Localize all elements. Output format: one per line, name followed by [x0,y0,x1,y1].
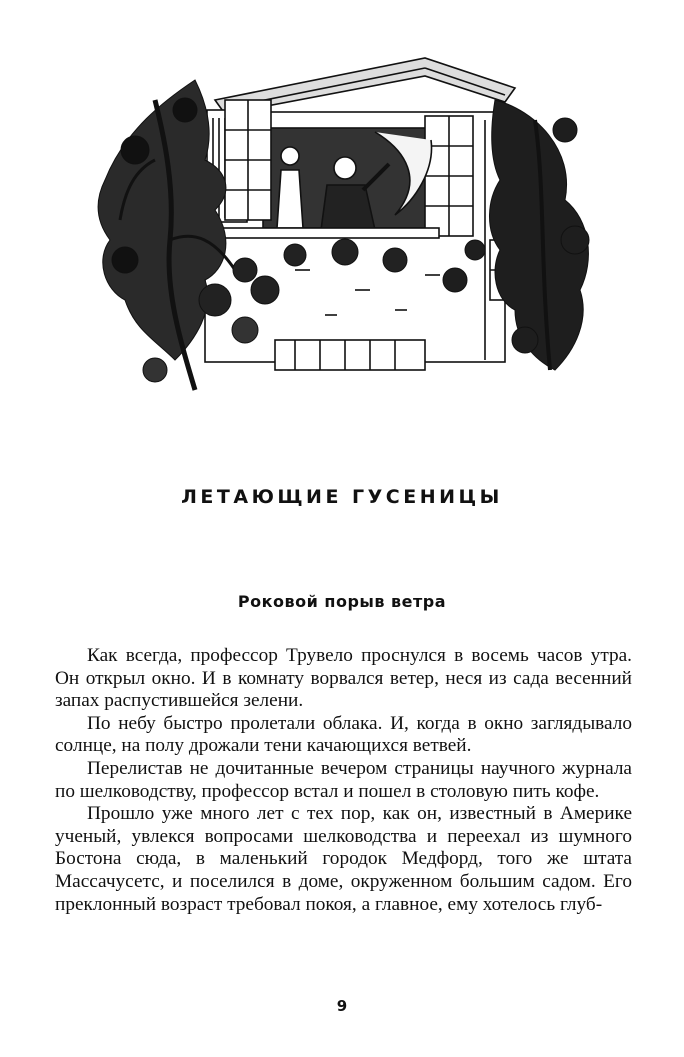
section-title: Роковой порыв ветра [237,592,447,611]
chapter-title: ЛЕТАЮЩИЕ ГУСЕНИЦЫ [181,486,503,508]
page-number: 9 [336,997,348,1015]
paragraph: Перелистав не дочитанные вечером страницы научного журнала по шелководству, профессор встал и пошел в столовую пить кофе. [55,757,632,802]
paragraph: По небу быстро пролетали облака. И, когда в окно заглядывало солнце, на полу дрожали тени качающихся ветвей. [55,712,632,757]
body-text [55,645,632,916]
house-window-illustration [95,40,595,400]
paragraph: Как всегда, профессор Трувело проснулся в восемь часов утра. Он открыл окно. И в комнату ворвался ветер, неся из сада весенний запах распустившейся зелени. [55,645,632,712]
paragraph: Прошло уже много лет с тех пор, как он, известный в Америке ученый, увлекся вопросами шелководства и переехал из шумного Бостона сюда, в маленький городок Медфорд, того же штата Массачусетс, и поселился в доме, окруженном большим садом. Его преклонный возраст требовал покоя, а главное, ему хотелось глуб- [55,803,632,915]
